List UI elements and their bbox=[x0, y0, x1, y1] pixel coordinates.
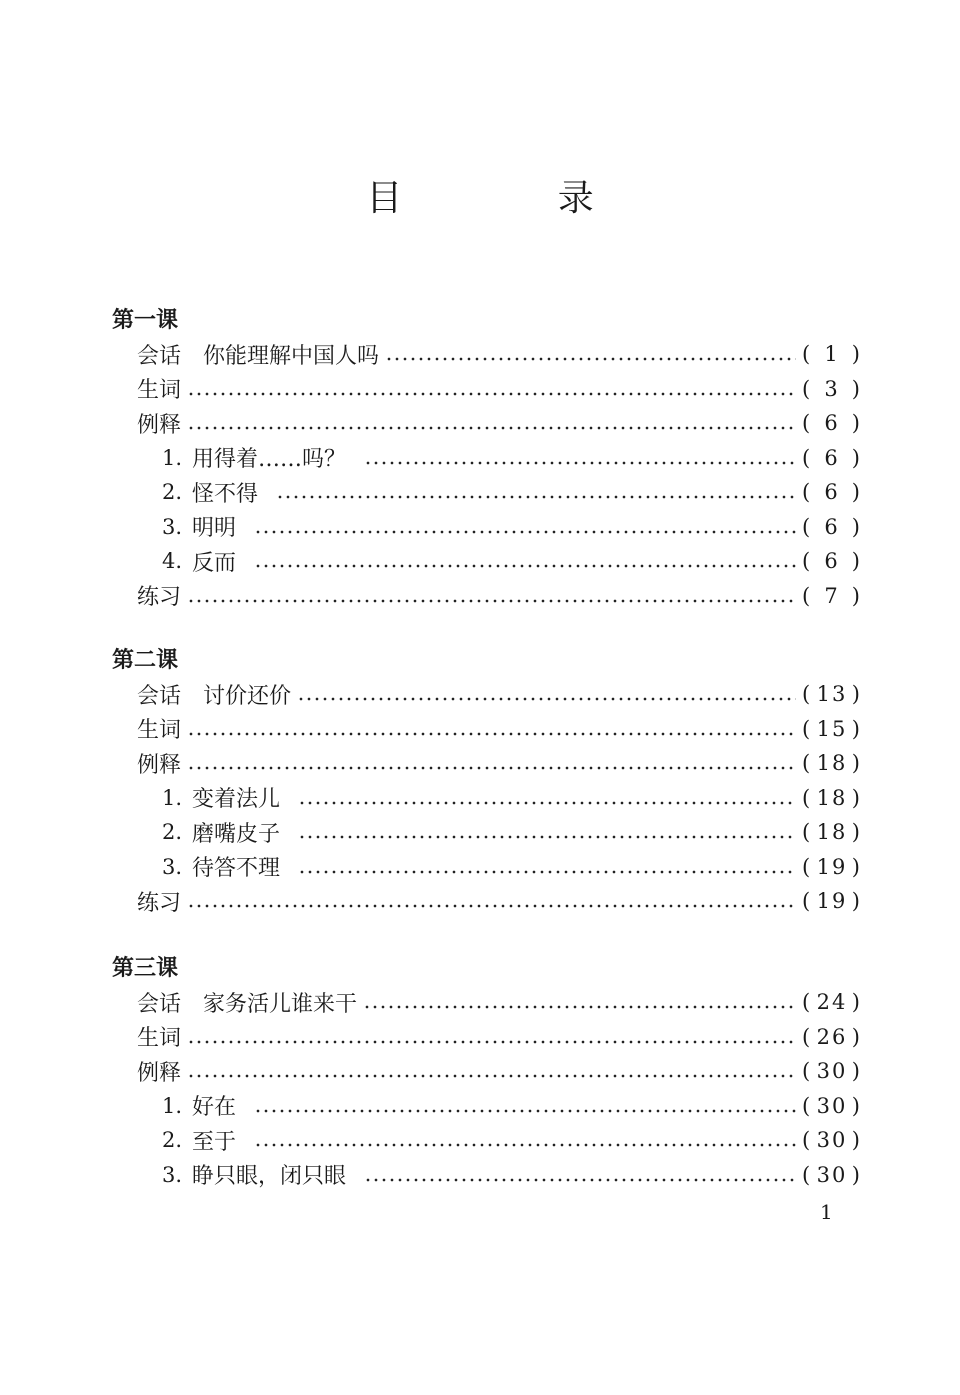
toc-entry-subtitle: 家务活儿谁来干 bbox=[203, 991, 358, 1017]
toc-entry-page bbox=[802, 855, 862, 879]
toc-entry-label bbox=[137, 886, 181, 917]
toc-entry[interactable] bbox=[137, 1022, 862, 1052]
paren-close: ) bbox=[851, 1162, 862, 1187]
dot-leader bbox=[187, 1074, 796, 1078]
page-value: 1 bbox=[824, 342, 840, 366]
paren-close: ) bbox=[851, 751, 862, 775]
dot-leader bbox=[187, 392, 796, 396]
toc-entry-subtitle: 你能理解中国人吗 bbox=[203, 343, 380, 369]
toc-entry-title: 会话 bbox=[137, 343, 182, 369]
lesson-heading: 第二课 bbox=[112, 647, 179, 673]
toc-entry-page bbox=[802, 820, 862, 844]
lesson-heading: 第一课 bbox=[112, 307, 179, 333]
toc-entry[interactable] bbox=[162, 546, 862, 576]
toc-entry-label bbox=[192, 782, 280, 813]
toc-entry-label bbox=[137, 580, 181, 611]
paren-open: ( bbox=[802, 751, 813, 775]
dot-leader bbox=[254, 530, 796, 534]
page-value: 18 bbox=[816, 751, 848, 775]
dot-leader bbox=[364, 461, 796, 465]
toc-entry-title: 好在 bbox=[192, 1095, 237, 1120]
toc-entry[interactable] bbox=[162, 783, 862, 813]
dot-leader bbox=[187, 904, 796, 908]
dot-leader bbox=[298, 835, 796, 839]
page-value: 30 bbox=[816, 1128, 848, 1152]
toc-entry-page bbox=[802, 377, 862, 401]
toc-entry[interactable] bbox=[137, 339, 862, 369]
toc-entry-label bbox=[137, 339, 379, 370]
toc-entry-page bbox=[802, 480, 862, 504]
toc-entry-title: 练习 bbox=[137, 890, 182, 916]
page-value: 6 bbox=[824, 445, 840, 470]
paren-close: ) bbox=[851, 1093, 862, 1118]
page-value: 6 bbox=[824, 549, 840, 573]
paren-close: ) bbox=[851, 854, 862, 879]
toc-entry-page bbox=[802, 342, 862, 366]
paren-close: ) bbox=[851, 889, 862, 913]
toc-entry[interactable] bbox=[137, 748, 862, 778]
page-number: 1 bbox=[820, 1200, 833, 1224]
paren-open: ( bbox=[802, 1128, 813, 1152]
toc-entry-title: 明明 bbox=[192, 516, 237, 541]
page-value: 24 bbox=[816, 990, 848, 1014]
toc-entry-page bbox=[802, 889, 862, 913]
dot-leader bbox=[364, 1178, 796, 1182]
paren-open: ( bbox=[802, 514, 813, 539]
toc-entry-label bbox=[137, 408, 181, 439]
toc-entry-page bbox=[802, 549, 862, 573]
toc-entry-title: 例释 bbox=[137, 752, 182, 778]
toc-entry-page bbox=[802, 411, 862, 435]
toc-entry-number: 2. bbox=[162, 480, 183, 504]
paren-close: ) bbox=[851, 1128, 862, 1152]
paren-close: ) bbox=[851, 785, 862, 810]
dot-leader bbox=[276, 495, 796, 499]
toc-entry-page bbox=[802, 446, 862, 470]
toc-entry-page bbox=[802, 786, 862, 810]
paren-open: ( bbox=[802, 1059, 813, 1083]
toc-entry-label bbox=[137, 748, 181, 779]
dot-leader bbox=[297, 697, 796, 701]
paren-open: ( bbox=[802, 1162, 813, 1187]
toc-entry-page bbox=[802, 1025, 862, 1049]
toc-entry-number: 3. bbox=[162, 1162, 183, 1187]
dot-leader bbox=[298, 801, 796, 805]
toc-entry[interactable] bbox=[162, 512, 862, 542]
page-value: 26 bbox=[816, 1024, 848, 1049]
page-value: 18 bbox=[816, 820, 848, 844]
paren-close: ) bbox=[851, 549, 862, 573]
toc-entry-page bbox=[802, 682, 862, 706]
paren-open: ( bbox=[802, 889, 813, 913]
toc-entry[interactable] bbox=[162, 1160, 862, 1190]
toc-entry-label bbox=[192, 851, 280, 882]
paren-close: ) bbox=[851, 820, 862, 844]
toc-entry[interactable] bbox=[137, 581, 862, 611]
page-title: 目 录 bbox=[366, 178, 666, 219]
toc-entry-label bbox=[192, 817, 280, 848]
dot-leader bbox=[254, 564, 796, 568]
toc-entry-title: 怪不得 bbox=[192, 481, 259, 507]
toc-entry-title: 睁只眼，闭只眼 bbox=[192, 1164, 347, 1189]
paren-close: ) bbox=[851, 1059, 862, 1083]
paren-open: ( bbox=[802, 445, 813, 470]
toc-entry-title: 反而 bbox=[192, 550, 237, 576]
toc-entry-title: 磨嘴皮子 bbox=[192, 821, 281, 847]
toc-entry-label bbox=[137, 373, 181, 404]
paren-close: ) bbox=[851, 990, 862, 1014]
toc-entry-page bbox=[802, 1094, 862, 1118]
toc-entry-number: 1. bbox=[162, 785, 183, 810]
toc-entry-title: 会话 bbox=[137, 683, 182, 709]
paren-open: ( bbox=[802, 1024, 813, 1049]
paren-open: ( bbox=[802, 411, 813, 435]
toc-entry-label bbox=[137, 679, 291, 710]
toc-entry-page bbox=[802, 717, 862, 741]
paren-open: ( bbox=[802, 990, 813, 1014]
toc-entry-label bbox=[137, 1056, 181, 1087]
toc-entry-title: 例释 bbox=[137, 1060, 182, 1086]
paren-open: ( bbox=[802, 1093, 813, 1118]
paren-open: ( bbox=[802, 785, 813, 810]
page-value: 18 bbox=[816, 785, 848, 810]
toc-entry-title: 生词 bbox=[137, 718, 182, 743]
lesson-heading: 第三课 bbox=[112, 955, 179, 981]
paren-close: ) bbox=[851, 480, 862, 504]
page-value: 19 bbox=[816, 889, 848, 913]
toc-entry-subtitle: 讨价还价 bbox=[203, 683, 292, 709]
toc-entry-label bbox=[192, 477, 258, 508]
toc-entry[interactable] bbox=[137, 1056, 862, 1086]
paren-open: ( bbox=[802, 376, 813, 401]
page-value: 6 bbox=[824, 480, 840, 504]
toc-entry[interactable] bbox=[162, 817, 862, 847]
paren-close: ) bbox=[851, 376, 862, 401]
dot-leader bbox=[187, 766, 796, 770]
toc-entry[interactable] bbox=[162, 443, 862, 473]
toc-entry-number: 1. bbox=[162, 1093, 183, 1118]
toc-entry[interactable] bbox=[162, 1125, 862, 1155]
paren-open: ( bbox=[802, 820, 813, 844]
page-value: 7 bbox=[824, 583, 840, 608]
toc-entry-label bbox=[192, 546, 236, 577]
dot-leader bbox=[187, 426, 796, 430]
dot-leader bbox=[385, 357, 796, 361]
paren-close: ) bbox=[851, 342, 862, 366]
dot-leader bbox=[187, 732, 796, 736]
toc-entry-page bbox=[802, 1059, 862, 1083]
toc-entry-label bbox=[137, 1021, 181, 1052]
toc-entry-label bbox=[137, 713, 181, 744]
toc-entry-page bbox=[802, 1163, 862, 1187]
page-value: 6 bbox=[824, 514, 840, 539]
toc-entry-label bbox=[192, 1125, 236, 1156]
toc-entry[interactable] bbox=[137, 408, 862, 438]
paren-close: ) bbox=[851, 682, 862, 706]
page-value: 15 bbox=[816, 716, 848, 741]
toc-entry-label bbox=[192, 1090, 236, 1121]
dot-leader bbox=[363, 1005, 796, 1009]
paren-close: ) bbox=[851, 445, 862, 470]
page-value: 6 bbox=[824, 411, 840, 435]
dot-leader bbox=[254, 1109, 796, 1113]
dot-leader bbox=[298, 870, 796, 874]
toc-entry-number: 1. bbox=[162, 445, 183, 470]
toc-entry-title: 变着法儿 bbox=[192, 787, 281, 812]
dot-leader bbox=[187, 1040, 796, 1044]
paren-open: ( bbox=[802, 716, 813, 741]
toc-entry-label bbox=[192, 511, 236, 542]
toc-entry-page bbox=[802, 1128, 862, 1152]
toc-entry-page bbox=[802, 751, 862, 775]
toc-entry-title: 用得着……吗？ bbox=[192, 447, 347, 472]
toc-entry-title: 待答不理 bbox=[192, 856, 281, 881]
toc-entry[interactable] bbox=[162, 852, 862, 882]
paren-open: ( bbox=[802, 480, 813, 504]
toc-entry-label bbox=[137, 987, 357, 1018]
paren-open: ( bbox=[802, 682, 813, 706]
page-value: 30 bbox=[816, 1059, 848, 1083]
toc-entry-title: 至于 bbox=[192, 1129, 237, 1155]
toc-entry-number: 2. bbox=[162, 820, 183, 844]
paren-close: ) bbox=[851, 514, 862, 539]
toc-entry[interactable] bbox=[162, 477, 862, 507]
toc-entry-title: 例释 bbox=[137, 412, 182, 438]
toc-entry-page bbox=[802, 990, 862, 1014]
paren-open: ( bbox=[802, 549, 813, 573]
toc-entry[interactable] bbox=[137, 679, 862, 709]
toc-entry[interactable] bbox=[137, 714, 862, 744]
toc-entry-page bbox=[802, 584, 862, 608]
toc-entry-title: 会话 bbox=[137, 991, 182, 1017]
toc-entry-label bbox=[192, 1159, 346, 1190]
page-value: 30 bbox=[816, 1162, 848, 1187]
toc-entry-number: 4. bbox=[162, 549, 183, 573]
toc-entry[interactable] bbox=[137, 374, 862, 404]
toc-entry-title: 生词 bbox=[137, 1026, 182, 1051]
page-value: 13 bbox=[816, 682, 848, 706]
dot-leader bbox=[254, 1143, 796, 1147]
toc-entry-page bbox=[802, 515, 862, 539]
toc-entry-number: 3. bbox=[162, 854, 183, 879]
dot-leader bbox=[187, 599, 796, 603]
toc-entry-title: 生词 bbox=[137, 378, 182, 403]
toc-entry-number: 2. bbox=[162, 1128, 183, 1152]
toc-entry-label bbox=[192, 442, 346, 473]
paren-open: ( bbox=[802, 583, 813, 608]
toc-entry-title: 练习 bbox=[137, 585, 182, 610]
page-value: 19 bbox=[816, 854, 848, 879]
toc-entry[interactable] bbox=[162, 1091, 862, 1121]
toc-entry[interactable] bbox=[137, 886, 862, 916]
paren-close: ) bbox=[851, 411, 862, 435]
paren-close: ) bbox=[851, 583, 862, 608]
page-value: 30 bbox=[816, 1093, 848, 1118]
paren-close: ) bbox=[851, 716, 862, 741]
paren-close: ) bbox=[851, 1024, 862, 1049]
page-value: 3 bbox=[824, 376, 840, 401]
paren-open: ( bbox=[802, 854, 813, 879]
paren-open: ( bbox=[802, 342, 813, 366]
toc-entry-number: 3. bbox=[162, 514, 183, 539]
toc-entry[interactable] bbox=[137, 987, 862, 1017]
